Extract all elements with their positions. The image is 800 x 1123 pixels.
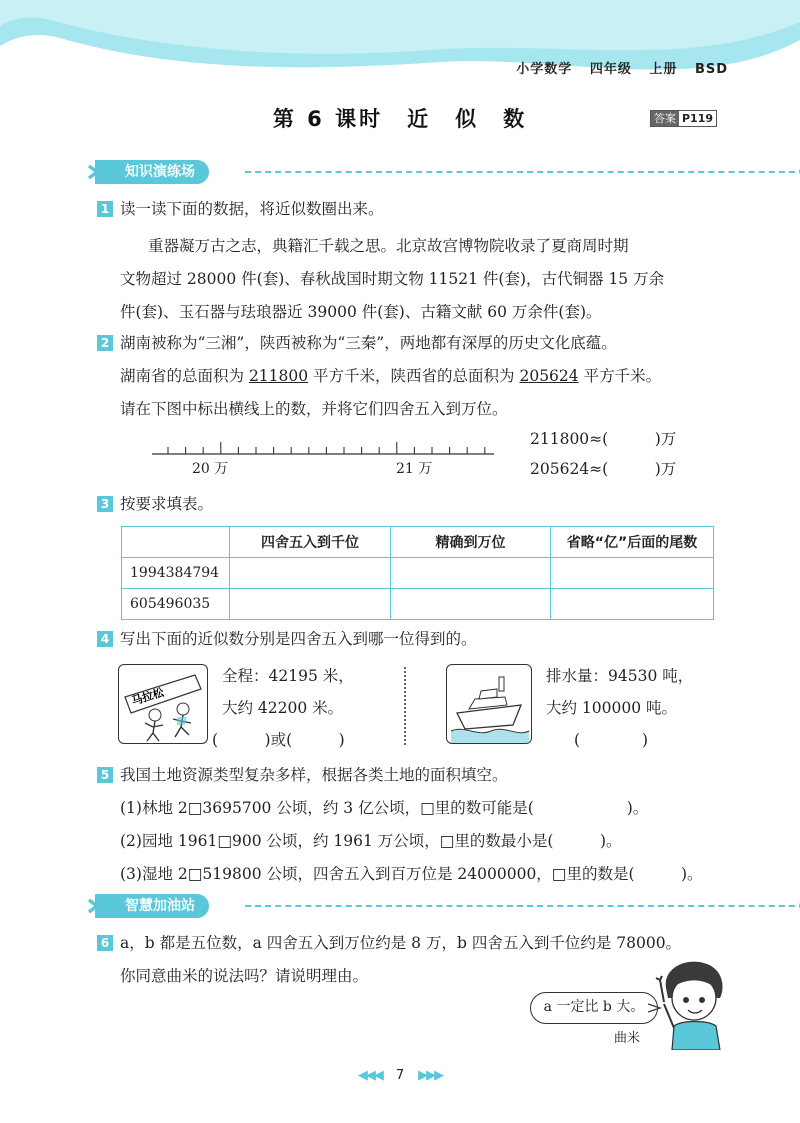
question-number-6: 6 [97,935,113,951]
q2-line-2c: 平方千米。 [578,367,662,385]
question-number-2: 2 [97,335,113,351]
header-info [504,58,728,77]
table-header-ten-thousands: 精确到万位 [391,527,551,558]
q2-answer-2[interactable]: 205624≈( )万 [530,460,677,478]
q1-text-line-3[interactable]: 件(套)、玉石器与珐琅器近 39000 件(套)、古籍文献 60 万余件(套)。 [120,303,602,321]
question-number-5: 5 [97,767,113,783]
header-wave [0,0,800,95]
question-number-3: 3 [97,496,113,512]
table-header-thousands: 四舍五入到千位 [230,527,391,558]
q2-answer-1[interactable]: 211800≈( )万 [530,430,677,448]
table-cell-blank[interactable] [551,558,714,589]
runners-image [119,665,209,745]
speaker-name: 曲米 [614,1031,641,1046]
table-cell-blank[interactable] [551,589,714,620]
table-header-empty [122,527,230,558]
table-row-label: 1994384794 [122,558,230,589]
table-cell-blank[interactable] [230,589,391,620]
q5-item-1[interactable]: (1)林地 2□3695700 公顷，约 3 亿公顷，□里的数可能是( )。 [120,799,649,817]
ship-illustration [446,664,532,744]
answer-label: 答案 [651,111,679,126]
page-title: 第 6 课时 近 似 数 [272,107,528,131]
section-title-wisdom: 智慧加油站 [95,894,209,918]
header-subject: 小学数学 [516,62,573,77]
table-header-row [122,527,714,558]
speech-bubble: a 一定比 b 大。 [530,992,658,1024]
table-cell-blank[interactable] [391,558,551,589]
question-number-1: 1 [97,201,113,217]
q2-line-3: 请在下图中标出横线上的数，并将它们四舍五入到万位。 [120,400,508,418]
table-cell-blank[interactable] [391,589,551,620]
header-volume: 上册 [649,62,678,77]
q1-text-line-1[interactable]: 重器凝万古之志，典籍汇千载之思。北京故宫博物院收录了夏商周时期 [148,237,629,255]
q6-line-2: 你同意曲米的说法吗？请说明理由。 [120,967,369,985]
q4-left-line-2: 大约 42200 米。 [222,699,344,717]
q1-text-line-2[interactable]: 文物超过 28000 件(套)、春秋战国时期文物 11521 件(套)，古代铜器 15 万余 [120,270,665,288]
hunan-area: 211800 [248,367,309,385]
table-header-yi: 省略“亿”后面的尾数 [551,527,714,558]
section-banner-practice [95,160,209,184]
q2-line-2a: 湖南省的总面积为 [120,367,249,385]
ship-image [447,665,533,745]
q4-left-answer[interactable]: ( )或( ) [212,731,345,749]
section-banner-wisdom [95,894,209,918]
boy-character [652,958,732,1050]
header-edition: BSD [694,62,728,77]
section-title-practice: 知识演练场 [95,160,209,184]
next-arrows-icon: ▶▶▶ [418,1068,443,1083]
rounding-table [121,526,714,620]
q4-right-line-1: 排水量：94530 吨， [546,667,694,685]
q2-line-2b: 平方千米，陕西省的总面积为 [308,367,520,385]
q2-line-1: 湖南被称为“三湘”，陕西被称为“三秦”，两地都有深厚的历史文化底蕴。 [120,334,617,352]
q2-line-2 [120,365,661,387]
table-row [122,589,714,620]
number-line[interactable] [148,438,498,460]
table-cell-blank[interactable] [230,558,391,589]
table-row-label: 605496035 [122,589,230,620]
q4-right-answer[interactable]: ( ) [574,731,649,749]
page-footer [0,1068,800,1083]
marathon-flag-text: 马拉松 [130,685,166,708]
answer-ref[interactable] [650,110,717,127]
q1-prompt: 读一读下面的数据，将近似数圈出来。 [120,200,384,218]
q4-right-line-2: 大约 100000 吨。 [546,699,678,717]
q5-prompt: 我国土地资源类型复杂多样，根据各类土地的面积填空。 [120,766,508,784]
q6-line-1: a，b 都是五位数，a 四舍五入到万位约是 8 万，b 四舍五入到千位约是 78000。 [120,934,682,952]
q4-left-line-1: 全程：42195 米， [222,667,354,685]
header-grade: 四年级 [589,62,632,77]
q5-item-2[interactable]: (2)园地 1961□900 公顷，约 1961 万公顷，□里的数最小是( )。 [120,832,622,850]
question-number-4: 4 [97,631,113,647]
marathon-illustration [118,664,208,744]
q3-prompt: 按要求填表。 [120,495,214,513]
page-number: 7 [395,1068,405,1083]
prev-arrows-icon: ◀◀◀ [357,1068,382,1083]
divider-dotted [404,667,406,745]
table-row [122,558,714,589]
section-divider [245,905,800,907]
shaanxi-area: 205624 [519,367,579,385]
section-divider [245,171,800,173]
answer-page: P119 [682,112,714,125]
axis-label-20wan: 20 万 [192,461,229,477]
q5-item-3[interactable]: (3)湿地 2□519800 公顷，四舍五入到百万位是 24000000，□里的数是( )。 [120,865,703,883]
axis-label-21wan: 21 万 [396,461,433,477]
q4-prompt: 写出下面的近似数分别是四舍五入到哪一位得到的。 [120,630,477,648]
